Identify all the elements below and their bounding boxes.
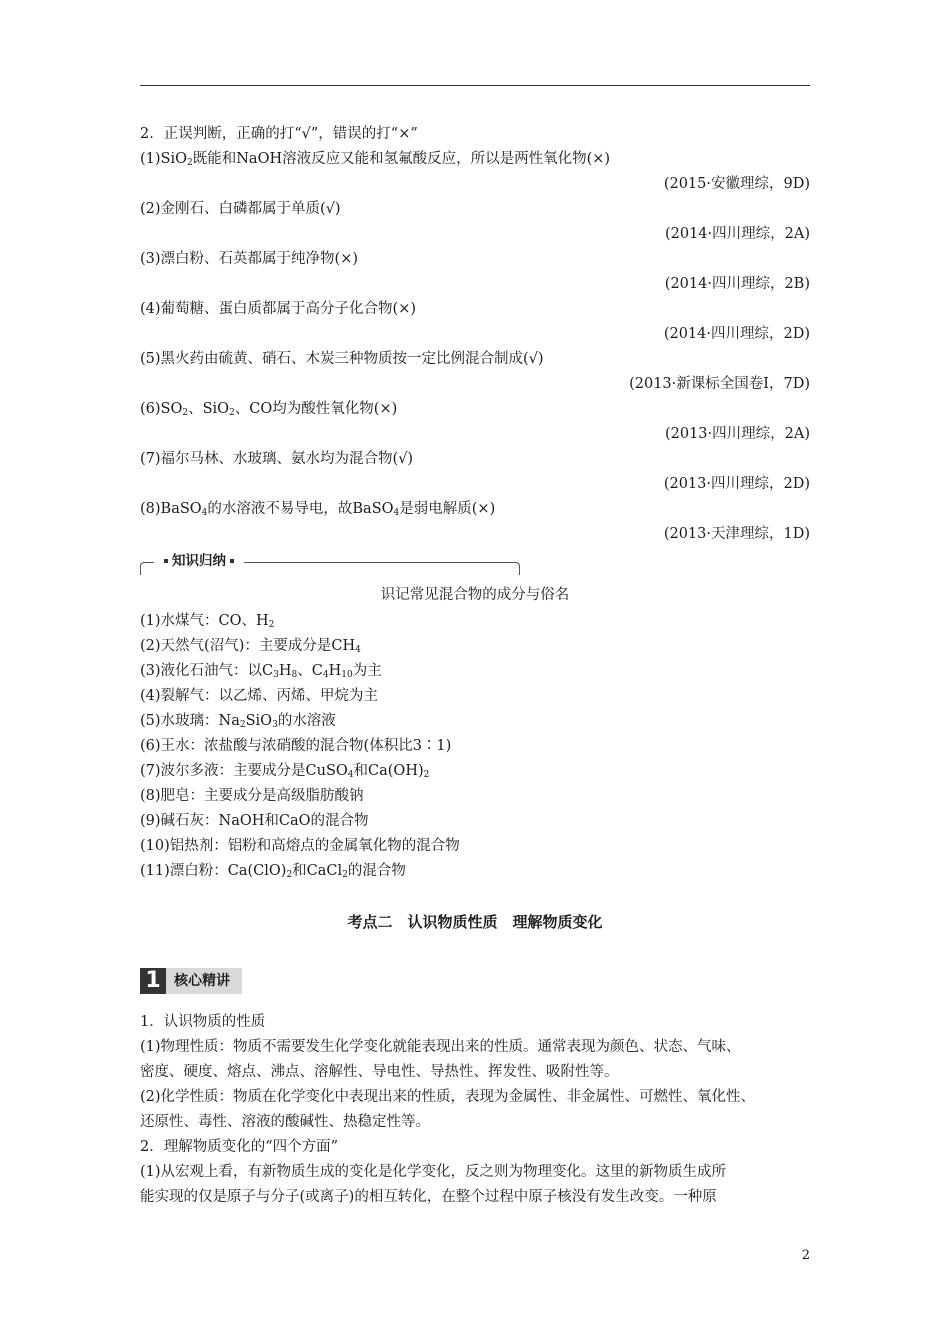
knowledge-item-5: (5)水玻璃：$Na_2SiO_3$的水溶液 bbox=[140, 713, 336, 730]
section-title: 考点二 认识物质性质 理解物质变化 bbox=[347, 913, 603, 931]
knowledge-tag: 知识归纳 bbox=[154, 552, 244, 570]
body-line-7: (1)从宏观上看，有新物质生成的变化是化学变化，反之则为物理变化。这里的新物质生成所 bbox=[140, 1164, 727, 1180]
question-source-6: (2013·四川理综，2A) bbox=[664, 426, 810, 442]
knowledge-item-9: (9)碱石灰：NaOH和CaO的混合物 bbox=[140, 813, 369, 829]
body-line-4: (2)化学性质：物质在化学变化中表现出来的性质，表现为金属性、非金属性、可燃性、氧化性、 bbox=[140, 1089, 756, 1105]
body-line-3: 密度、硬度、熔点、沸点、溶解性、导电性、导热性、挥发性、吸附性等。 bbox=[140, 1064, 619, 1080]
knowledge-item-3: (3)液化石油气：以$C_3H_8$、$C_4H_{10}$为主 bbox=[140, 663, 382, 680]
knowledge-item-11: (11)漂白粉：$Ca(ClO)_2$和CaCl$_2$的混合物 bbox=[140, 863, 406, 880]
question-source-5: (2013·新课标全国卷Ⅰ，7D) bbox=[629, 376, 810, 392]
question-source-1: (2015·安徽理综，9D) bbox=[663, 176, 810, 192]
question-source-3: (2014·四川理综，2B) bbox=[664, 276, 810, 292]
knowledge-item-7: (7)波尔多液：主要成分是CuSO$_4$和$Ca(OH)_2$ bbox=[140, 763, 430, 780]
question-source-7: (2013·四川理综，2D) bbox=[663, 476, 810, 492]
knowledge-item-4: (4)裂解气：以乙烯、丙烯、甲烷为主 bbox=[140, 688, 379, 704]
knowledge-item-2: (2)天然气(沼气)：主要成分是$CH_4$ bbox=[140, 638, 361, 655]
question-item-2: (2)金刚石、白磷都属于单质(√) bbox=[140, 201, 341, 217]
header-rule bbox=[140, 85, 810, 86]
question-item-1: (1)SiO$_2$既能和NaOH溶液反应又能和氢氟酸反应，所以是两性氧化物(×) bbox=[140, 151, 611, 168]
core-label: 核心精讲 bbox=[166, 968, 242, 994]
knowledge-box-header bbox=[140, 552, 520, 574]
body-line-8: 能实现的仅是原子与分子(或离子)的相互转化，在整个过程中原子核没有发生改变。一种原 bbox=[140, 1189, 717, 1205]
question-item-6: $(6)SO_2$、SiO$_2$、CO均为酸性氧化物(×) bbox=[140, 401, 398, 418]
core-number: 1 bbox=[140, 968, 166, 994]
question-item-7: (7)福尔马林、水玻璃、氨水均为混合物(√) bbox=[140, 451, 414, 467]
knowledge-heading: 识记常见混合物的成分与俗名 bbox=[380, 587, 570, 603]
question-title: 2．正误判断，正确的打“√”，错误的打“×” bbox=[140, 126, 418, 142]
question-item-8: (8)BaSO$_4$的水溶液不易导电，故BaSO$_4$是弱电解质(×) bbox=[140, 501, 496, 518]
knowledge-item-6: (6)王水：浓盐酸与浓硝酸的混合物(体积比3∶1) bbox=[140, 738, 452, 754]
square-bullet-icon bbox=[164, 559, 168, 563]
knowledge-item-1: (1)水煤气：CO、$H_2$ bbox=[140, 613, 275, 630]
question-source-4: (2014·四川理综，2D) bbox=[663, 326, 810, 342]
question-source-8: (2013·天津理综，1D) bbox=[663, 526, 810, 542]
question-item-3: (3)漂白粉、石英都属于纯净物(×) bbox=[140, 251, 359, 267]
knowledge-item-10: (10)铝热剂：铝粉和高熔点的金属氧化物的混合物 bbox=[140, 838, 460, 854]
body-line-5: 还原性、毒性、溶液的酸碱性、热稳定性等。 bbox=[140, 1114, 430, 1130]
question-item-5: (5)黑火药由硫黄、硝石、木炭三种物质按一定比例混合制成(√) bbox=[140, 351, 544, 367]
body-line-2: (1)物理性质：物质不需要发生化学变化就能表现出来的性质。通常表现为颜色、状态、气味、 bbox=[140, 1039, 741, 1055]
square-bullet-icon bbox=[230, 559, 234, 563]
body-line-1: 1．认识物质的性质 bbox=[140, 1014, 266, 1030]
knowledge-item-8: (8)肥皂：主要成分是高级脂肪酸钠 bbox=[140, 788, 364, 804]
page-number: 2 bbox=[801, 1248, 810, 1263]
question-source-2: (2014·四川理综，2A) bbox=[664, 226, 810, 242]
body-line-6: 2．理解物质变化的“四个方面” bbox=[140, 1139, 339, 1155]
core-badge bbox=[140, 968, 242, 994]
question-item-4: (4)葡萄糖、蛋白质都属于高分子化合物(×) bbox=[140, 301, 417, 317]
